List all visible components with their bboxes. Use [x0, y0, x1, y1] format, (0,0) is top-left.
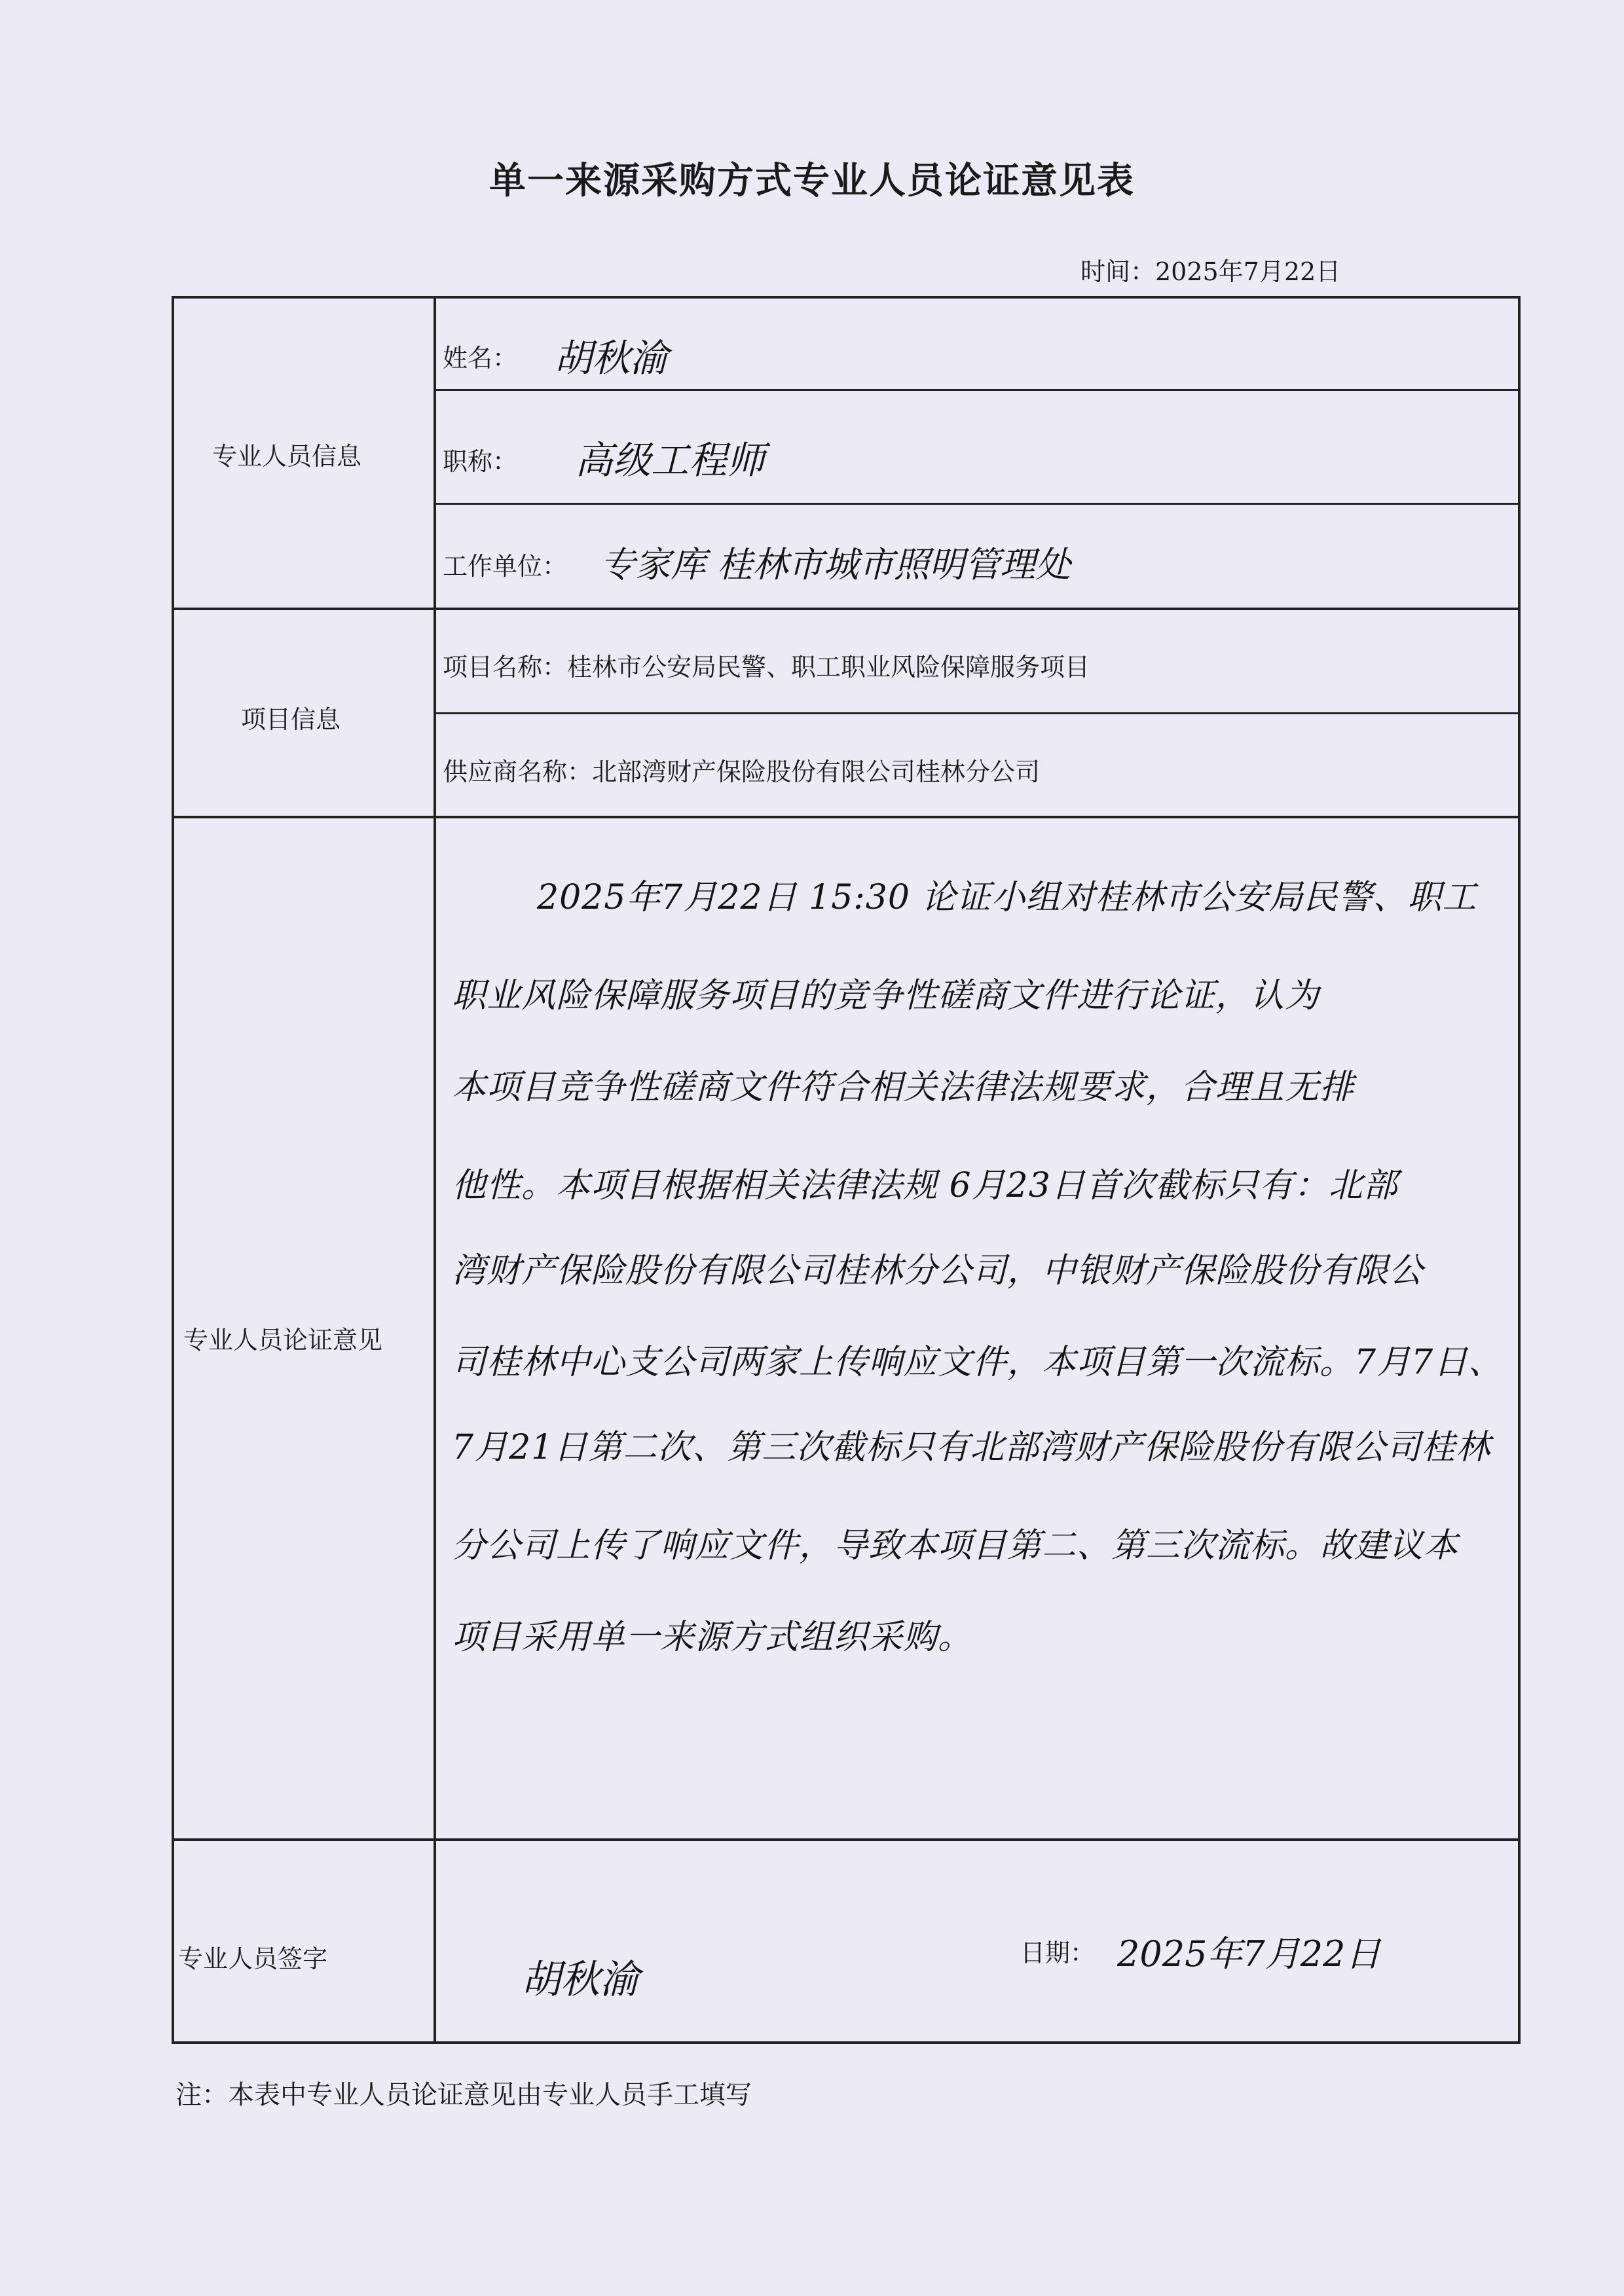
row-divider [436, 712, 1518, 714]
project-name: 项目名称：桂林市公安局民警、职工职业风险保障服务项目 [443, 653, 1090, 682]
signature-value: 胡秋渝 [521, 1957, 639, 2003]
opinion-line: 7月21日第二次、第三次截标只有北部湾财产保险股份有限公司桂林 [452, 1428, 1491, 1467]
title-label: 职称： [443, 447, 518, 476]
row-divider [174, 608, 1518, 610]
project-info-label: 项目信息 [241, 705, 341, 734]
row-divider [174, 1838, 1518, 1841]
signature-date-label: 日期： [1020, 1939, 1096, 1967]
opinion-line: 本项目竞争性磋商文件符合相关法律法规要求，合理且无排 [452, 1068, 1355, 1107]
name-label: 姓名： [443, 344, 518, 373]
row-divider [436, 389, 1518, 391]
footnote: 注：本表中专业人员论证意见由专业人员手工填写 [175, 2080, 752, 2110]
row-divider [436, 503, 1518, 505]
employer-value: 专家库 桂林市城市照明管理处 [600, 544, 1071, 585]
form-date: 时间：2025年7月22日 [1080, 257, 1341, 286]
signature-date-value: 2025年7月22日 [1117, 1933, 1381, 1975]
opinion-line: 司桂林中心支公司两家上传响应文件，本项目第一次流标。7月7日、 [452, 1343, 1504, 1382]
opinion-line: 项目采用单一来源方式组织采购。 [452, 1618, 973, 1657]
row-divider [174, 816, 1518, 818]
signature-label: 专业人员签字 [178, 1944, 328, 1973]
column-divider [434, 299, 436, 2041]
supplier-name: 供应商名称：北部湾财产保险股份有限公司桂林分公司 [443, 757, 1041, 786]
opinion-line: 分公司上传了响应文件，导致本项目第二、第三次流标。故建议本 [452, 1526, 1459, 1565]
opinion-line: 湾财产保险股份有限公司桂林分公司，中银财产保险股份有限公 [452, 1251, 1424, 1290]
opinion-line: 2025年7月22日 15:30 论证小组对桂林市公安局民警、职工 [537, 878, 1477, 917]
opinion-line: 他性。本项目根据相关法律法规 6月23日首次截标只有：北部 [452, 1166, 1398, 1205]
form-title: 单一来源采购方式专业人员论证意见表 [489, 160, 1135, 202]
personnel-info-label: 专业人员信息 [212, 442, 362, 471]
opinion-label: 专业人员论证意见 [183, 1326, 383, 1355]
employer-label: 工作单位： [443, 552, 568, 581]
title-value: 高级工程师 [575, 438, 766, 483]
name-value: 胡秋渝 [554, 336, 669, 380]
opinion-line: 职业风险保障服务项目的竞争性磋商文件进行论证，认为 [452, 976, 1320, 1015]
